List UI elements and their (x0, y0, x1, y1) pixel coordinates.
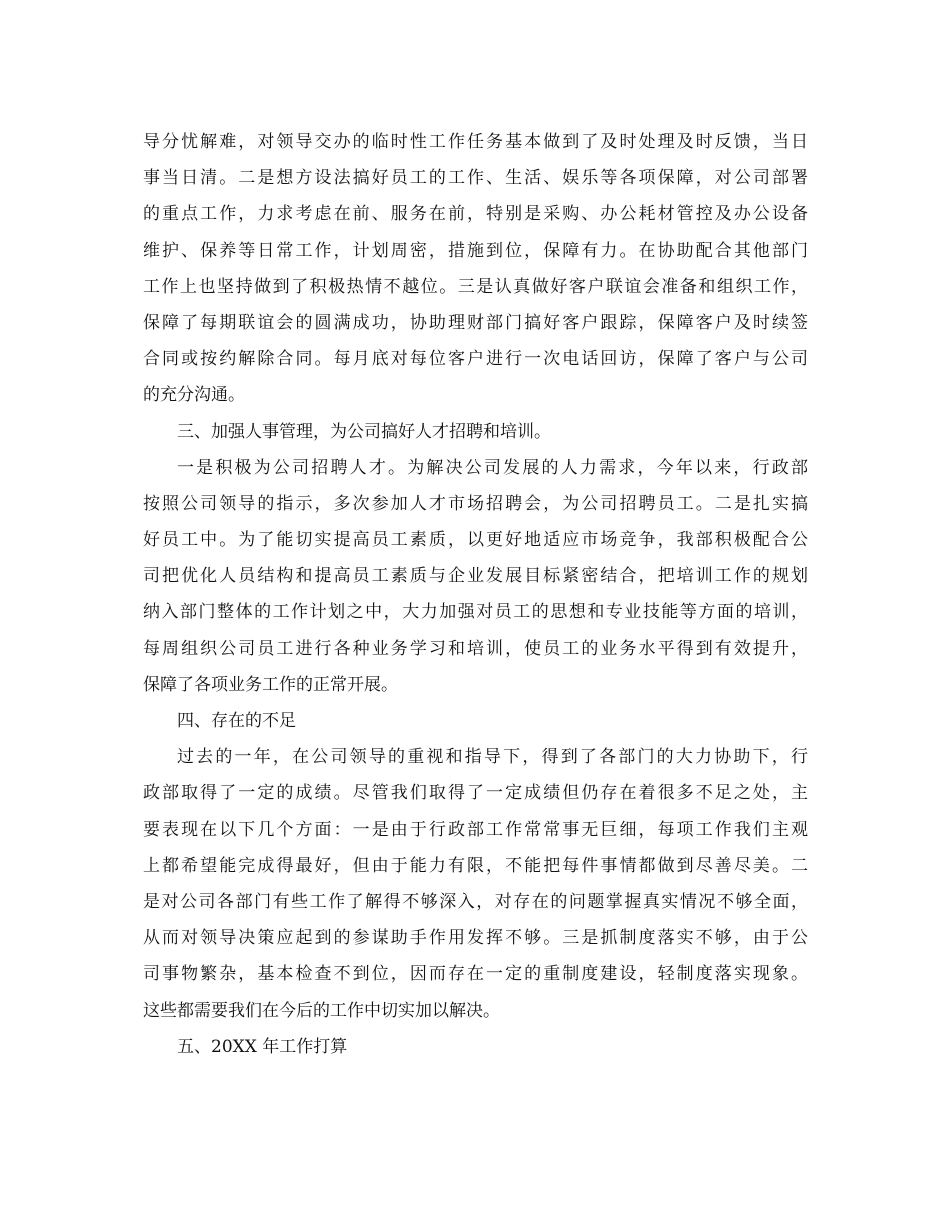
text-line: 司把优化人员结构和提高员工素质与企业发展目标紧密结合，把培训工作的规划 (143, 566, 808, 587)
text-line: 合同或按约解除合同。每月底对每位客户进行一次电话回访，保障了客户与公司 (143, 349, 808, 370)
text-line: 维护、保养等日常工作，计划周密，措施到位，保障有力。在协助配合其他部门 (143, 240, 808, 261)
section-heading: 四、存在的不足 (177, 711, 296, 731)
text-line: 导分忧解难，对领导交办的临时性工作任务基本做到了及时处理及时反馈，当日 (143, 132, 808, 152)
text-line: 的重点工作，力求考虑在前、服务在前，特别是采购、办公耗材管控及办公设备 (143, 204, 808, 225)
text-line: 保障了每期联谊会的圆满成功，协助理财部门搞好客户跟踪，保障客户及时续签 (143, 312, 808, 333)
section-heading: 三、加强人事管理，为公司搞好人才招聘和培训。 (177, 421, 551, 442)
text-line: 这些都需要我们在今后的工作中切实加以解决。 (143, 1000, 500, 1021)
text-line: 纳入部门整体的工作计划之中，大力加强对员工的思想和专业技能等方面的培训， (143, 602, 808, 623)
text-line: 过去的一年，在公司领导的重视和指导下，得到了各部门的大力协助下，行 (177, 747, 808, 768)
text-line: 每周组织公司员工进行各种业务学习和培训，使员工的业务水平得到有效提升， (143, 638, 808, 659)
text-line: 保障了各项业务工作的正常开展。 (143, 674, 398, 695)
text-line: 的充分沟通。 (143, 385, 245, 406)
text-line: 好员工中。为了能切实提高员工素质，以更好地适应市场竞争，我部积极配合公 (143, 530, 808, 551)
text-line: 工作上也坚持做到了积极热情不越位。三是认真做好客户联谊会准备和组织工作， (143, 276, 808, 297)
text-line: 一是积极为公司招聘人才。为解决公司发展的人力需求，今年以来，行政部 (177, 457, 808, 478)
text-line: 司事物繁杂，基本检查不到位，因而存在一定的重制度建设，轻制度落实现象。 (143, 964, 808, 985)
text-line: 要表现在以下几个方面：一是由于行政部工作常常事无巨细，每项工作我们主观 (143, 819, 808, 840)
text-line: 政部取得了一定的成绩。尽管我们取得了一定成绩但仍存在着很多不足之处，主 (143, 783, 808, 804)
text-line: 是对公司各部门有些工作了解得不够深入，对存在的问题掌握真实情况不够全面， (143, 891, 808, 912)
text-line: 上都希望能完成得最好，但由于能力有限，不能把每件事情都做到尽善尽美。二 (143, 855, 808, 876)
text-line: 事当日清。二是想方设法搞好员工的工作、生活、娱乐等各项保障，对公司部署 (143, 168, 808, 189)
text-line: 从而对领导决策应起到的参谋助手作用发挥不够。三是抓制度落实不够，由于公 (143, 928, 808, 949)
section-heading: 五、20XX 年工作打算 (177, 1036, 348, 1057)
text-line: 按照公司领导的指示，多次参加人才市场招聘会，为公司招聘员工。二是扎实搞 (143, 493, 808, 514)
document-body (143, 124, 808, 1065)
